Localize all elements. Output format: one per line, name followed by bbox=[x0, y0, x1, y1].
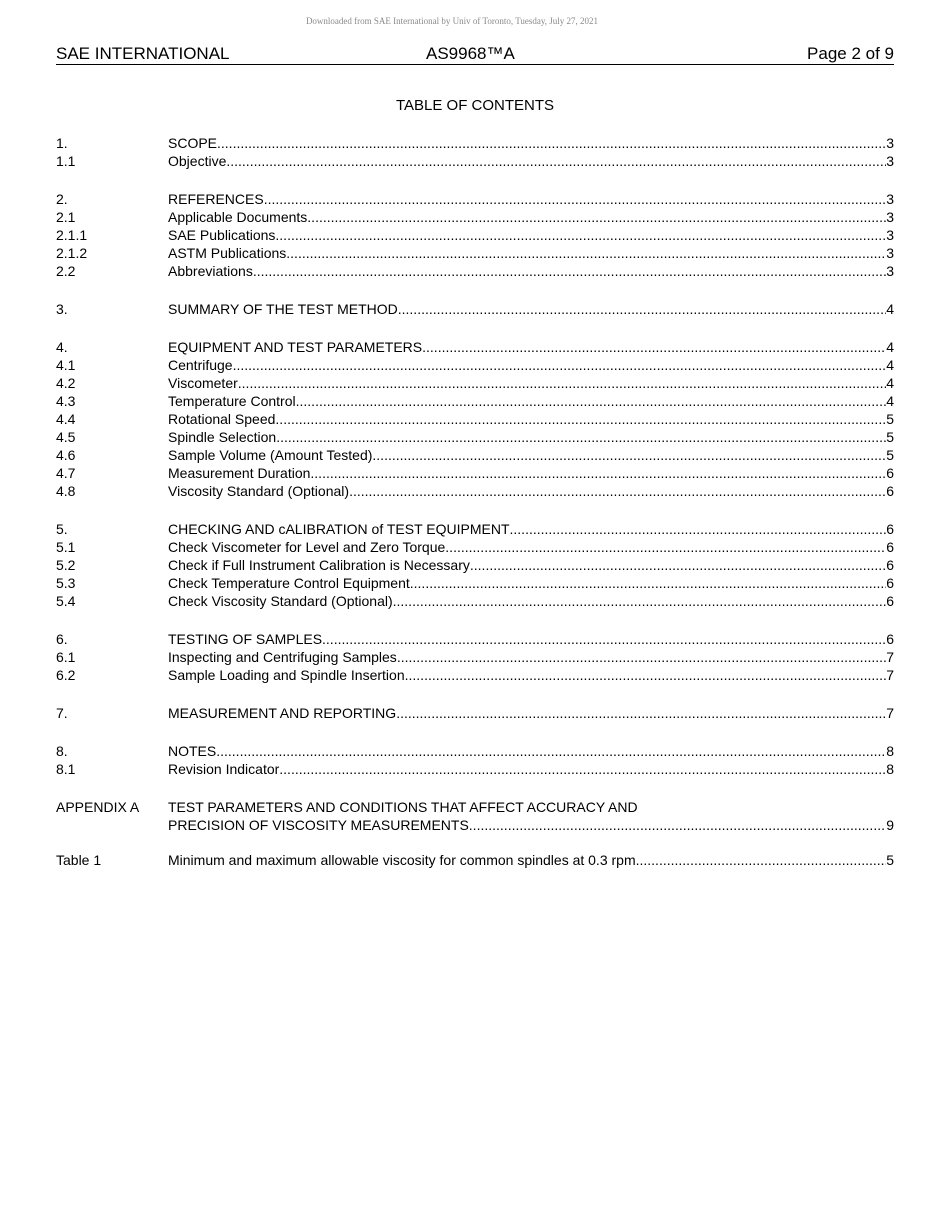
dot-leader bbox=[396, 704, 886, 722]
toc-entry-number: 6. bbox=[56, 631, 68, 647]
toc-entry-number: 4.8 bbox=[56, 483, 76, 499]
dot-leader bbox=[397, 648, 886, 666]
toc-entry-title: Temperature Control bbox=[168, 393, 296, 409]
toc-entry bbox=[56, 630, 894, 648]
toc-entry-page: 4 bbox=[886, 393, 894, 409]
toc-entry bbox=[56, 648, 894, 666]
dot-leader bbox=[393, 592, 887, 610]
toc-entry-page: 6 bbox=[886, 521, 894, 537]
toc-entry-number: 4.4 bbox=[56, 411, 76, 427]
toc-entry bbox=[56, 851, 894, 869]
dot-leader bbox=[296, 392, 887, 410]
toc-entry bbox=[56, 704, 894, 722]
toc-entry-page: 6 bbox=[886, 465, 894, 481]
toc-entry-page: 3 bbox=[886, 209, 894, 225]
toc-entry-number: 4.6 bbox=[56, 447, 76, 463]
toc-entry-number: 2.1.1 bbox=[56, 227, 88, 243]
dot-leader bbox=[322, 630, 886, 648]
toc-entry-number: 3. bbox=[56, 301, 68, 317]
toc-section bbox=[56, 190, 894, 280]
dot-leader bbox=[276, 428, 886, 446]
toc-section bbox=[56, 338, 894, 500]
toc-entry bbox=[56, 574, 894, 592]
dot-leader bbox=[307, 208, 886, 226]
toc-entry-number: 2.2 bbox=[56, 263, 76, 279]
toc-entry-page: 6 bbox=[886, 557, 894, 573]
toc-entry-page: 4 bbox=[886, 339, 894, 355]
toc-entry-page: 3 bbox=[886, 245, 894, 261]
toc-entry-title: REFERENCES bbox=[168, 191, 264, 207]
toc-entry-title: NOTES bbox=[168, 743, 217, 759]
toc-entry bbox=[56, 816, 894, 834]
dot-leader bbox=[349, 482, 886, 500]
toc-section bbox=[56, 742, 894, 778]
dot-leader bbox=[279, 760, 886, 778]
toc-section bbox=[56, 704, 894, 722]
toc-title: TABLE OF CONTENTS bbox=[395, 97, 555, 114]
toc-entry-page: 3 bbox=[886, 191, 894, 207]
toc-entry-title: SAE Publications bbox=[168, 227, 276, 243]
toc-entry bbox=[56, 464, 894, 482]
dot-leader bbox=[275, 410, 886, 428]
dot-leader bbox=[422, 338, 886, 356]
toc-appendix bbox=[56, 798, 894, 834]
toc-entry bbox=[56, 338, 894, 356]
toc-entry-number: 2.1 bbox=[56, 209, 76, 225]
toc-entry-number: 8.1 bbox=[56, 761, 76, 777]
toc-entry-number: 5.4 bbox=[56, 593, 76, 609]
toc-entry-title: Objective bbox=[168, 153, 227, 169]
toc-entry-number: 8. bbox=[56, 743, 68, 759]
toc-entry-page: 4 bbox=[886, 301, 894, 317]
toc-entry bbox=[56, 152, 894, 170]
toc-entry-title: Inspecting and Centrifuging Samples bbox=[168, 649, 397, 665]
dot-leader bbox=[469, 816, 886, 834]
toc-entry-title: TEST PARAMETERS AND CONDITIONS THAT AFFECT ACCURACY AND bbox=[168, 799, 638, 815]
toc-section bbox=[56, 300, 894, 318]
toc-entry-number: 6.1 bbox=[56, 649, 76, 665]
toc-entry-title: Viscosity Standard (Optional) bbox=[168, 483, 350, 499]
toc-section bbox=[56, 520, 894, 610]
dot-leader bbox=[398, 300, 886, 318]
toc-entry-title: ASTM Publications bbox=[168, 245, 287, 261]
toc-entry-title: Sample Loading and Spindle Insertion bbox=[168, 667, 405, 683]
toc-entry-number: 2. bbox=[56, 191, 68, 207]
toc-entry bbox=[56, 482, 894, 500]
toc-entry bbox=[56, 190, 894, 208]
dot-leader bbox=[372, 446, 886, 464]
toc-entry-page: 5 bbox=[886, 429, 894, 445]
toc-entry-page: 7 bbox=[886, 649, 894, 665]
toc-entry-page: 5 bbox=[886, 447, 894, 463]
toc-entry-title: SUMMARY OF THE TEST METHOD bbox=[168, 301, 398, 317]
toc-entry-number: 4.5 bbox=[56, 429, 76, 445]
dot-leader bbox=[216, 742, 886, 760]
toc-entry-title: Rotational Speed bbox=[168, 411, 276, 427]
toc-entry bbox=[56, 538, 894, 556]
toc-entry-number: APPENDIX A bbox=[56, 799, 140, 815]
toc-entry-title: SCOPE bbox=[168, 135, 218, 151]
toc-entry bbox=[56, 410, 894, 428]
toc-entry-number: 4.2 bbox=[56, 375, 76, 391]
toc-entry-title: PRECISION OF VISCOSITY MEASUREMENTS bbox=[168, 817, 469, 833]
toc-entry-page: 6 bbox=[886, 575, 894, 591]
toc-entry bbox=[56, 666, 894, 684]
toc-entry-number: Table 1 bbox=[56, 852, 102, 868]
toc-entry-page: 6 bbox=[886, 539, 894, 555]
dot-leader bbox=[217, 134, 886, 152]
toc-entry-number: 5.3 bbox=[56, 575, 76, 591]
toc-entry-number: 7. bbox=[56, 705, 68, 721]
header-document-number: AS9968™A bbox=[426, 44, 515, 63]
toc-entry-title: TESTING OF SAMPLES bbox=[168, 631, 323, 647]
toc-entry bbox=[56, 742, 894, 760]
toc-entry-page: 7 bbox=[886, 705, 894, 721]
toc-entry-title: Spindle Selection bbox=[168, 429, 277, 445]
toc-entry-title: Revision Indicator bbox=[168, 761, 280, 777]
table-of-contents bbox=[56, 134, 894, 889]
toc-entry-title: Check Viscometer for Level and Zero Torque bbox=[168, 539, 446, 555]
toc-section bbox=[56, 630, 894, 684]
toc-entry-page: 9 bbox=[886, 817, 894, 833]
dot-leader bbox=[286, 244, 886, 262]
download-watermark: Downloaded from SAE International by Univ of Toronto, Tuesday, July 27, 2021 bbox=[305, 16, 599, 26]
toc-entry bbox=[56, 208, 894, 226]
toc-entry-page: 3 bbox=[886, 263, 894, 279]
toc-entry-number: 4.1 bbox=[56, 357, 76, 373]
page-header bbox=[56, 44, 894, 65]
toc-entry bbox=[56, 226, 894, 244]
toc-entry-number: 1. bbox=[56, 135, 68, 151]
toc-entry-title: Applicable Documents bbox=[168, 209, 308, 225]
toc-entry-page: 5 bbox=[886, 411, 894, 427]
toc-entry-title: EQUIPMENT AND TEST PARAMETERS bbox=[168, 339, 423, 355]
dot-leader bbox=[405, 666, 887, 684]
toc-entry-page: 4 bbox=[886, 375, 894, 391]
dot-leader bbox=[510, 520, 887, 538]
toc-entry-title: CHECKING AND cALIBRATION of TEST EQUIPMENT bbox=[168, 521, 510, 537]
toc-entry-page: 8 bbox=[886, 761, 894, 777]
toc-entry-page: 6 bbox=[886, 593, 894, 609]
toc-entry-page: 6 bbox=[886, 631, 894, 647]
dot-leader bbox=[636, 851, 887, 869]
dot-leader bbox=[310, 464, 886, 482]
toc-entry bbox=[56, 556, 894, 574]
toc-entry-title: Check Temperature Control Equipment bbox=[168, 575, 410, 591]
dot-leader bbox=[410, 574, 886, 592]
toc-entry bbox=[56, 446, 894, 464]
toc-entry-title: Measurement Duration bbox=[168, 465, 311, 481]
toc-entry bbox=[56, 798, 894, 816]
dot-leader bbox=[233, 356, 887, 374]
toc-entry bbox=[56, 428, 894, 446]
toc-entry-page: 8 bbox=[886, 743, 894, 759]
header-page-number: Page 2 of 9 bbox=[807, 44, 894, 63]
toc-entry bbox=[56, 134, 894, 152]
toc-entry-number: 6.2 bbox=[56, 667, 76, 683]
dot-leader bbox=[253, 262, 886, 280]
toc-entry-title: Abbreviations bbox=[168, 263, 253, 279]
toc-entry-number: 5.1 bbox=[56, 539, 76, 555]
toc-entry-number: 5. bbox=[56, 521, 68, 537]
toc-entry-page: 7 bbox=[886, 667, 894, 683]
toc-entry bbox=[56, 374, 894, 392]
dot-leader bbox=[226, 152, 886, 170]
dot-leader bbox=[264, 190, 887, 208]
toc-entry-page: 3 bbox=[886, 135, 894, 151]
dot-leader bbox=[238, 374, 886, 392]
toc-entry-number: 4.3 bbox=[56, 393, 76, 409]
toc-entry bbox=[56, 392, 894, 410]
toc-entry-page: 4 bbox=[886, 357, 894, 373]
toc-entry-page: 6 bbox=[886, 483, 894, 499]
toc-entry bbox=[56, 356, 894, 374]
dot-leader bbox=[275, 226, 886, 244]
header-organization: SAE INTERNATIONAL bbox=[56, 44, 230, 63]
toc-entry-page: 3 bbox=[886, 227, 894, 243]
toc-entry-number: 4.7 bbox=[56, 465, 76, 481]
toc-section bbox=[56, 134, 894, 170]
toc-entry bbox=[56, 244, 894, 262]
toc-entry-page: 3 bbox=[886, 153, 894, 169]
toc-entry-page: 5 bbox=[886, 852, 894, 868]
toc-entry-title: Minimum and maximum allowable viscosity for common spindles at 0.3 rpm bbox=[168, 852, 636, 868]
toc-entry-title: Viscometer bbox=[168, 375, 238, 391]
toc-entry bbox=[56, 592, 894, 610]
toc-entry-number: 1.1 bbox=[56, 153, 76, 169]
toc-entry-number: 5.2 bbox=[56, 557, 76, 573]
toc-entry-title: Check if Full Instrument Calibration is Necessary bbox=[168, 557, 470, 573]
toc-entry bbox=[56, 262, 894, 280]
toc-entry-title: MEASUREMENT AND REPORTING bbox=[168, 705, 397, 721]
dot-leader bbox=[445, 538, 886, 556]
toc-entry-title: Sample Volume (Amount Tested) bbox=[168, 447, 373, 463]
toc-entry bbox=[56, 300, 894, 318]
dot-leader bbox=[470, 556, 886, 574]
toc-entry-number: 4. bbox=[56, 339, 68, 355]
toc-entry bbox=[56, 520, 894, 538]
toc-entry-number: 2.1.2 bbox=[56, 245, 88, 261]
toc-entry-title: Centrifuge bbox=[168, 357, 233, 373]
toc-entry bbox=[56, 760, 894, 778]
toc-entry-title: Check Viscosity Standard (Optional) bbox=[168, 593, 393, 609]
toc-table-list bbox=[56, 851, 894, 869]
